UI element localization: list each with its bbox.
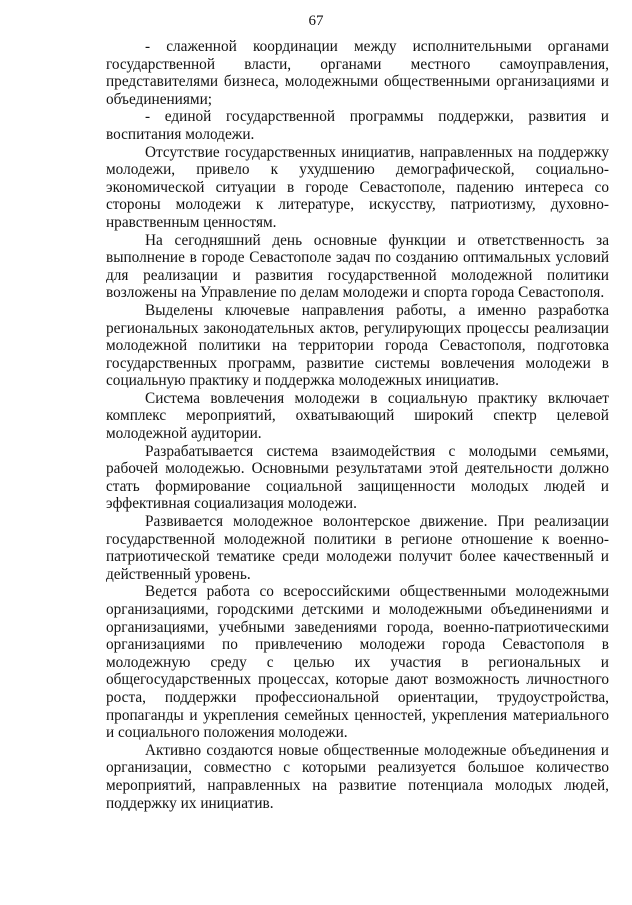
paragraph-responsibility: На сегодняшний день основные функции и ответственность за выполнение в городе Севастополе задач по созданию оптимальных условий для реализации и развития государственной молодежной политики возложены на Управление по делам молодежи и спорта города Севастополя.	[106, 231, 609, 302]
paragraph-young-families: Разрабатывается система взаимодействия с молодыми семьями, рабочей молодежью. Основными результатами этой деятельности должно стать формирование социальной защищенности молодых людей и эффективная социализация молодежи.	[106, 442, 609, 513]
paragraph-key-directions: Выделены ключевые направления работы, а именно разработка региональных законодательных актов, регулирующих процессы реализации молодежной политики на территории города Севастополя, подготовка государственных программ, развитие системы вовлечения молодежи в социальную практику и поддержка молодежных инициатив.	[106, 301, 609, 390]
paragraph-lack-of-initiatives: Отсутствие государственных инициатив, направленных на поддержку молодежи, привело к ухудшению демографической, социально-экономической ситуации в городе Севастополе, падению интереса со стороны молодежи к литературе, искусству, патриотизму, духовно-нравственным ценностям.	[106, 143, 609, 231]
paragraph-organizations-work: Ведется работа со всероссийскими общественными молодежными организациями, городскими детскими и молодежными объединениями и организациями, учебными заведениями города, военно-патриотическими организациями по привлечению молодежи города Севастополя в молодежную среду с целью их участия в региональных и общегосударственных процессах, которые дают возможность личностного роста, поддержки профессиональной ориентации, трудоустройства, пропаганды и укрепления семейных ценностей, укрепления материального и социального положения молодежи.	[106, 583, 609, 742]
list-item-coordination: - слаженной координации между исполнительными органами государственной власти, органами местного самоуправления, представителями бизнеса, молодежными общественными организациями и объединениями;	[106, 38, 609, 108]
document-body	[106, 38, 609, 812]
paragraph-involvement-system: Система вовлечения молодежи в социальную практику включает комплекс мероприятий, охватывающий широкий спектр целевой молодежной аудитории.	[106, 389, 609, 443]
paragraph-new-associations: Активно создаются новые общественные молодежные объединения и организации, совместно с которыми реализуется большое количество мероприятий, направленных на развитие потенциала молодых людей, поддержку их инициатив.	[106, 741, 609, 812]
paragraph-volunteer-movement: Развивается молодежное волонтерское движение. При реализации государственной молодежной политики в регионе отношение к военно-патриотической тематике среди молодежи получит более качественный и действенный уровень.	[106, 513, 609, 583]
page-number: 67	[308, 13, 324, 29]
list-item-state-program: - единой государственной программы поддержки, развития и воспитания молодежи.	[106, 108, 609, 143]
